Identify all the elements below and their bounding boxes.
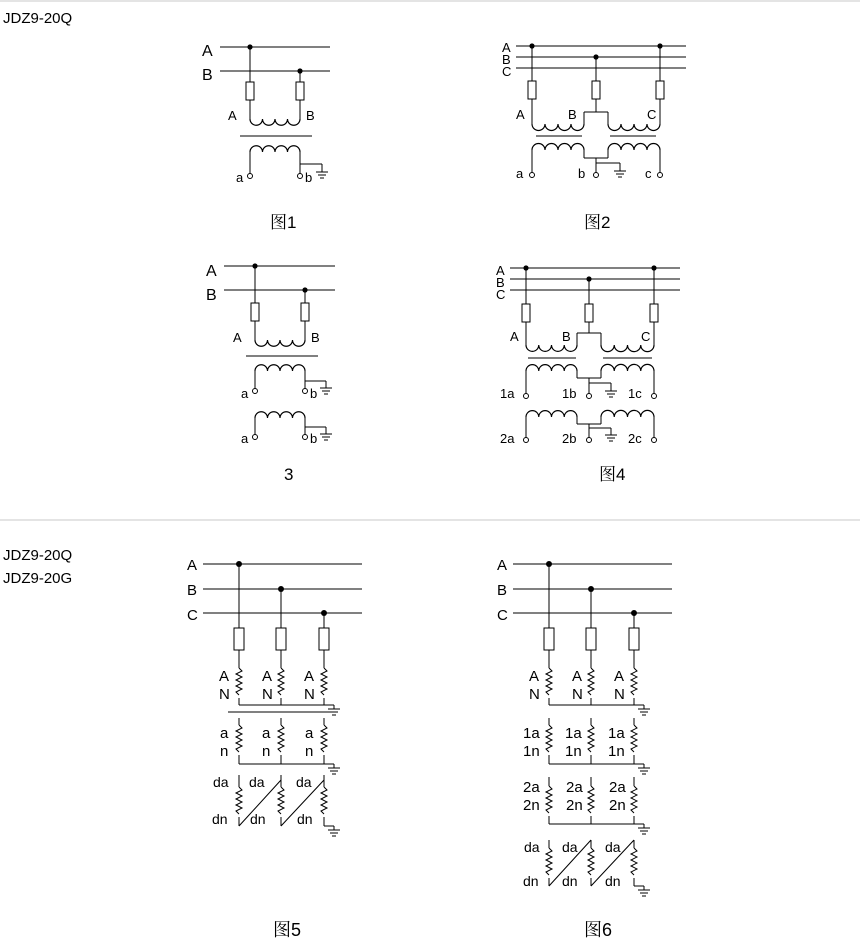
terminal-label-a: a [516, 166, 524, 181]
figure-caption-5: 图5 [273, 920, 302, 940]
winding-label-2n: 2n [566, 797, 583, 814]
winding-label-dn: dn [297, 811, 313, 827]
winding-label-dn: dn [250, 811, 266, 827]
bus-label-a: A [187, 557, 198, 574]
open-delta-winding [278, 787, 284, 814]
primary-label-a: A [228, 108, 237, 123]
figure-caption-4: 图4 [599, 465, 626, 484]
winding-label-dn: dn [523, 873, 539, 889]
primary-winding [532, 124, 584, 131]
figure-3 [206, 263, 335, 484]
winding-label-dn: dn [605, 873, 621, 889]
winding-label-a-lower: a [220, 725, 229, 742]
winding-label-n: N [529, 686, 540, 703]
primary-winding [278, 668, 284, 695]
secondary-winding [255, 365, 305, 371]
winding-label-1a: 1a [608, 725, 625, 742]
figure-caption-2: 图2 [584, 213, 611, 232]
winding-label-a-lower: a [262, 725, 271, 742]
winding-label-1n: 1n [608, 743, 625, 760]
bus-label-a: A [202, 43, 213, 60]
winding-label-da: da [562, 839, 578, 855]
terminal-label-a: a [236, 170, 244, 185]
winding-label-1a: 1a [565, 725, 582, 742]
secondary-winding [321, 725, 327, 752]
winding-label-2a: 2a [566, 779, 583, 796]
bus-label-c: C [496, 287, 506, 302]
open-delta-winding [236, 787, 242, 814]
model-label-q: JDZ9-20Q [3, 547, 73, 564]
primary-winding [250, 119, 300, 125]
winding-label-da: da [249, 774, 265, 790]
winding-label-a: A [219, 668, 230, 685]
winding-label-a: A [529, 668, 540, 685]
figure-1 [202, 43, 330, 232]
bus-label-b: B [187, 582, 198, 599]
bus-label-b: B [202, 67, 213, 84]
figure-5 [187, 557, 362, 940]
terminal-label-b: b [305, 170, 313, 185]
terminal [248, 174, 253, 179]
bus-label-b: B [497, 582, 508, 599]
bus-label-c: C [497, 607, 508, 624]
figure-caption-1: 图1 [270, 213, 297, 232]
winding-label-da: da [605, 839, 621, 855]
primary-label-b: B [562, 329, 571, 344]
fuse-symbol [246, 82, 254, 100]
bus-label-c: C [187, 607, 198, 624]
winding-label-a: A [614, 668, 625, 685]
winding-label-2a: 2a [609, 779, 626, 796]
winding-label-n: N [572, 686, 583, 703]
winding-label-2n: 2n [523, 797, 540, 814]
primary-label-a: A [510, 329, 519, 344]
winding-label-2a: 2a [523, 779, 540, 796]
terminal [658, 173, 663, 178]
secondary-winding [608, 144, 660, 151]
primary-winding [321, 668, 327, 695]
fuse-symbol [656, 81, 664, 99]
winding-label-a: A [572, 668, 583, 685]
winding-label-da: da [296, 774, 312, 790]
primary-winding [236, 668, 242, 695]
terminal [594, 173, 599, 178]
terminal-label-b: b [310, 431, 318, 446]
figure-caption-3: 3 [284, 465, 294, 484]
winding-label-da: da [524, 839, 540, 855]
bus-label-b: B [502, 52, 511, 67]
terminal-label-2c: 2c [628, 431, 642, 446]
primary-winding [255, 340, 305, 346]
figure-2 [502, 40, 686, 232]
fuse-symbol [592, 81, 600, 99]
bus-label-b: B [206, 287, 217, 304]
winding-label-2n: 2n [609, 797, 626, 814]
winding-label-1n: 1n [523, 743, 540, 760]
terminal-label-2a: 2a [500, 431, 515, 446]
figure-caption-6: 图6 [584, 920, 613, 940]
terminal-label-a: a [241, 431, 249, 446]
terminal-label-a: a [241, 386, 249, 401]
terminal-label-b: b [310, 386, 318, 401]
winding-label-dn: dn [562, 873, 578, 889]
fuse-symbol [301, 303, 309, 321]
primary-label-c: C [641, 329, 651, 344]
winding-label-a: A [304, 668, 315, 685]
winding-label-n-lower: n [220, 743, 229, 760]
secondary-winding [278, 725, 284, 752]
primary-winding [608, 124, 660, 131]
winding-label-da: da [213, 774, 229, 790]
bus-label-a: A [496, 263, 505, 278]
winding-label-n: N [304, 686, 315, 703]
winding-label-n-lower: n [305, 743, 314, 760]
bus-label-a: A [502, 40, 511, 55]
winding-label-1a: 1a [523, 725, 540, 742]
bus-label-a: A [497, 557, 508, 574]
terminal [530, 173, 535, 178]
winding-label-a: A [262, 668, 273, 685]
open-delta-winding [321, 787, 327, 814]
primary-label-b: B [311, 330, 320, 345]
winding-label-a-lower: a [305, 725, 314, 742]
bus-label-b: B [496, 275, 505, 290]
secondary-winding [236, 725, 242, 752]
winding-label-n-lower: n [262, 743, 271, 760]
terminal-label-1b: 1b [562, 386, 577, 401]
winding-label-n: N [219, 686, 230, 703]
winding-label-n: N [262, 686, 273, 703]
bus-label-a: A [206, 263, 217, 280]
secondary-winding [255, 412, 305, 418]
winding-label-n: N [614, 686, 625, 703]
fuse-symbol [296, 82, 304, 100]
fuse-symbol [251, 303, 259, 321]
model-label-g: JDZ9-20G [3, 570, 73, 587]
primary-label-c: C [647, 107, 657, 122]
primary-label-b: B [568, 107, 577, 122]
primary-label-a: A [233, 330, 242, 345]
terminal-label-1a: 1a [500, 386, 515, 401]
fuse-symbol [528, 81, 536, 99]
primary-label-a: A [516, 107, 525, 122]
winding-label-dn: dn [212, 811, 228, 827]
winding-label-1n: 1n [565, 743, 582, 760]
terminal-label-2b: 2b [562, 431, 577, 446]
model-label-top: JDZ9-20Q [3, 10, 73, 27]
bus-label-c: C [502, 64, 512, 79]
figure-4 [496, 263, 680, 484]
terminal-label-b: b [578, 166, 586, 181]
terminal-label-c: c [645, 166, 652, 181]
primary-label-b: B [306, 108, 315, 123]
terminal [298, 174, 303, 179]
terminal-label-1c: 1c [628, 386, 642, 401]
figure-6 [497, 557, 672, 940]
secondary-winding [250, 146, 300, 152]
secondary-winding [532, 144, 584, 151]
